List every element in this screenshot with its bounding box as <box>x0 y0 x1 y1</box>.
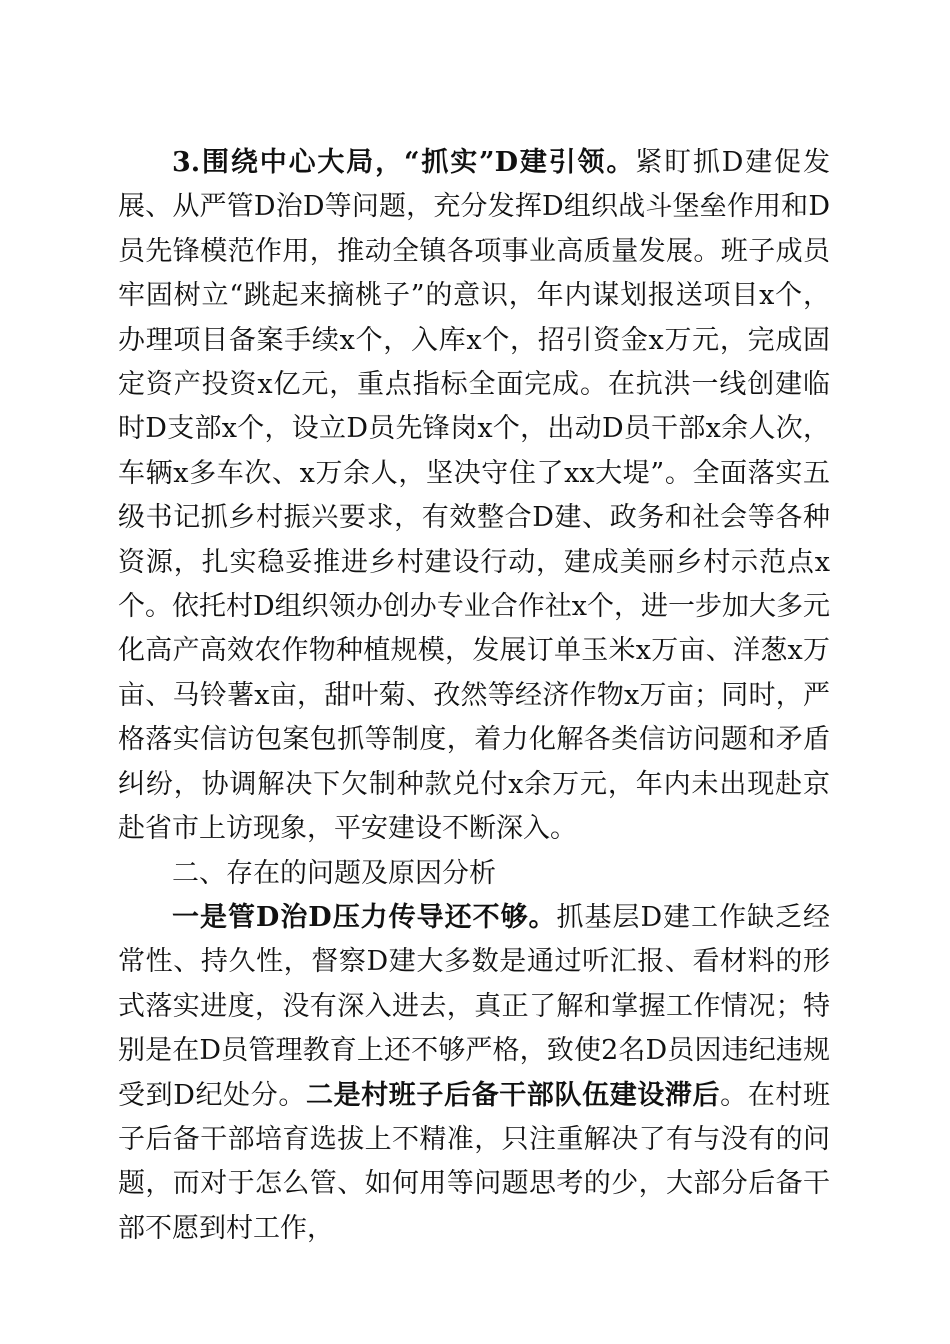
problem-heading-1: 一是管D治D压力传导还不够。 <box>172 901 557 933</box>
paragraph-problems <box>118 896 830 1251</box>
problem-body-1: 抓基层D建工作缺乏经常性、持久性，督察D建大多数是通过听汇报、看材料的形式落实进度，没有深入进去，真正了解和掌握工作情况；特别是在D员管理教育上还不够严格，致使2名D员因违纪违规受到D纪处分。 <box>118 901 831 1111</box>
paragraph-central-leadership <box>118 141 830 852</box>
problem-heading-2: 二是村班子后备干部队伍建设滞后 <box>305 1079 721 1111</box>
section-title: 二、存在的问题及原因分析 <box>172 857 496 889</box>
paragraph-body: 紧盯抓D建促发展、从严管D治D等问题，充分发挥D组织战斗堡垒作用和D员先锋模范作用，推动全镇各项事业高质量发展。班子成员牢固树立“跳起来摘桃子”的意识，年内谋划报送项目x个，办理项目备案手续x个，入库x个，招引资金x万元，完成固定资产投资x亿元，重点指标全面完成。在抗洪一线创建临时D支部x个，设立D员先锋岗x个，出动D员干部x余人次，车辆x多车次、x万余人，坚决守住了xx大堤”。全面落实五级书记抓乡村振兴要求，有效整合D建、政务和社会等各种资源，扎实稳妥推进乡村建设行动，建成美丽乡村示范点x个。依托村D组织领办创办专业合作社x个，进一步加大多元化高产高效农作物种植规模，发展订单玉米x万亩、洋葱x万亩、马铃薯x亩，甜叶菊、孜然等经济作物x万亩；同时，严格落实信访包案包抓等制度，着力化解各类信访问题和矛盾纠纷，协调解决下欠制种款兑付x余万元，年内未出现赴京赴省市上访现象，平安建设不断深入。 <box>118 147 830 845</box>
problem-body-2: 。在村班子后备干部培育选拔上不精准，只注重解决了有与没有的问题，而对于怎么管、如何用等问题思考的少，大部分后备干部不愿到村工作， <box>118 1079 831 1244</box>
document-page <box>118 141 830 1251</box>
paragraph-heading: 3.围绕中心大局，“抓实”D建引领。 <box>172 147 636 178</box>
